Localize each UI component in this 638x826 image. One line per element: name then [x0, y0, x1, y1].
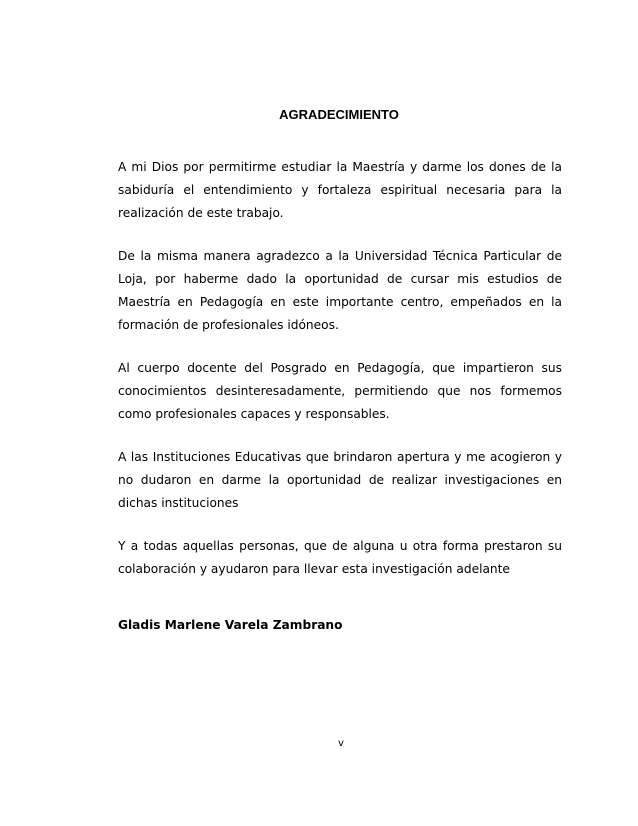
paragraph-4: A las Instituciones Educativas que brindaron apertura y me acogieron y no dudaron en darme la oportunidad de realizar investigaciones en dichas instituciones	[118, 450, 562, 510]
page-number-text: v	[338, 738, 344, 749]
acknowledgment-body	[118, 156, 562, 601]
page-title	[0, 107, 638, 123]
paragraph-1: A mi Dios por permitirme estudiar la Maestría y darme los dones de la sabiduría el entendimiento y fortaleza espiritual necesaria para la realización de este trabajo.	[118, 160, 562, 220]
page-title-text: AGRADECIMIENTO	[279, 107, 399, 122]
page-number	[0, 738, 638, 750]
paragraph-5: Y a todas aquellas personas, que de alguna u otra forma prestaron su colaboración y ayudaron para llevar esta investigación adelante	[118, 539, 562, 576]
paragraph-2: De la misma manera agradezco a la Universidad Técnica Particular de Loja, por haberme dado la oportunidad de cursar mis estudios de Maestría en Pedagogía en este importante centro, empeñados en la formación de profesionales idóneos.	[118, 249, 562, 332]
author-signature: Gladis Marlene Varela Zambrano	[118, 618, 343, 632]
paragraph-3: Al cuerpo docente del Posgrado en Pedagogía, que impartieron sus conocimientos desinteresadamente, permitiendo que nos formemos como profesionales capaces y responsables.	[118, 361, 562, 421]
